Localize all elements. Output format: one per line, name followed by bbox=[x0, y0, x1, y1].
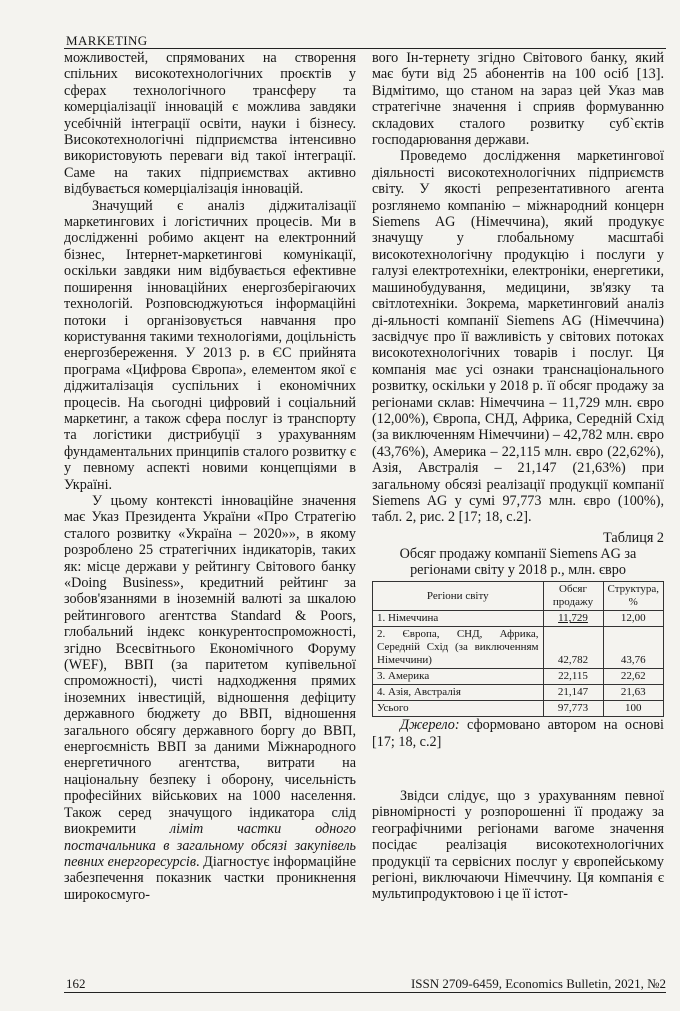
strategy-text-italic: ліміт частки одного постачальника в загальному обсязі закупівель певних енергоресурсів bbox=[64, 821, 356, 870]
cell-share: 21,63 bbox=[603, 685, 663, 701]
source-label: Джерело: bbox=[400, 717, 460, 734]
cell-share: 100 bbox=[603, 701, 663, 717]
header-volume: Обсяг продажу bbox=[543, 582, 603, 611]
paragraph-conclusion: Звідси слідує, що з урахуванням певної рівномірності у розпорошенні її продажу за географічними регіонами вагоме значення посідає реалізація високотехнологічних продукції та сервісних послуг у європейському регіоні, виключаючи Німеччину. Ця компанія є мультипродуктовою і це її істот- bbox=[372, 788, 664, 903]
cell-volume: 42,782 bbox=[543, 627, 603, 669]
strategy-text-end: . Діагностує інформаційне забезпечення показник частки проникнення широкосмуго- bbox=[64, 853, 356, 903]
table-source bbox=[372, 717, 664, 750]
cell-region: 3. Америка bbox=[373, 669, 544, 685]
table-row bbox=[373, 627, 664, 669]
header-share: Структура, % bbox=[603, 582, 663, 611]
paragraph-internet-penetration: вого Ін-тернету згідно Світового банку, який має бути від 25 абонентів на 100 осіб [13]. Відмітимо, що станом на зараз цей Указ мав стратегічне значення і сприяв формуванню складових сталого розвитку суб`єктів господарювання держави. bbox=[372, 50, 664, 149]
spacer bbox=[372, 750, 664, 788]
table-row bbox=[373, 669, 664, 685]
paragraph-innovation-integration: можливостей, спрямованих на створення спільних високотехнологічних проєктів у сферах технологічного трансферу та комерціалізації інновацій є можлива завдяки усебічній інтеграції освіти, науки і бізнесу. Високотехнологічні підприємства інтенсивно використовують переваги від такої інтеграції. Саме на таких підприємствах активно відбувається комерціалізація інновацій. bbox=[64, 50, 356, 198]
table-title: Обсяг продажу компанії Siemens AG за регіонами світу у 2018 р., млн. євро bbox=[399, 546, 637, 579]
paragraph-sustainable-strategy bbox=[64, 493, 356, 903]
cell-region: 1. Німеччина bbox=[373, 611, 544, 627]
cell-share: 12,00 bbox=[603, 611, 663, 627]
cell-volume: 21,147 bbox=[543, 685, 603, 701]
table-row bbox=[373, 685, 664, 701]
table-row-total bbox=[373, 701, 664, 717]
header-region: Регіони світу bbox=[373, 582, 544, 611]
cell-volume: 97,773 bbox=[543, 701, 603, 717]
header-rule bbox=[64, 48, 666, 49]
table-header-row bbox=[373, 582, 664, 611]
strategy-text-start: У цьому контексті інноваційне значення має Указ Президента України «Про Стратегію сталого розвитку «Україна – 2020»», в якому розроблено 25 стратегічних індикаторів, таких як: місце держави у рейтингу Світового банку «Doing Business», кредитний рейтинг за зобов'язаннями в іноземній валюті за шкалою рейтингового агентства Standard & Poors, глобальний індекс конкурентоспроможності, згідно Всесвітнього Економічного Форуму (WEF), ВВП (за паритетом купівельної спроможності), чисті надходження прямих іноземних інвестицій, відношення дефіциту державного бюджету до ВВП, відношення загального обсягу державного боргу до ВВП, енергоємність ВВП за даними Міжнародного енергетичного агентства, витрати на національну безпеку і оборону, чисельність професійних військових на 1000 населення. Також серед значущого індикатора слід виокремити bbox=[64, 492, 356, 838]
cell-volume: 11,729 bbox=[543, 611, 603, 627]
footer-rule bbox=[64, 992, 666, 993]
left-column bbox=[64, 50, 356, 903]
paragraph-siemens-analysis: Проведемо дослідження маркетингової діяльності високотехнологічних підприємств світу. У якості репрезентативного агента розглянемо компанію – міжнародний концерн Siemens AG (Німеччина), який продукує значущу у глобальному масштабі високотехнологічну продукцію і послуги у галузі електротехніки, електроніки, енергетики, машинобудування, медицини, зв'язку та світлотехніки. Зокрема, маркетинговий аналіз ді-яльності компанії Siemens AG (Німеччина) засвідчує про її важливість у світових потоках високотехнологічних товарів і послуг. Ця компанія має усі ознаки транснаціонального розвитку, оскільки у 2018 р. її обсяг продажу за регіонами склав: Німеччина – 11,729 млн. євро (12,00%), Європа, СНД, Африка, Середній Схід (за виключенням Німеччини) – 42,782 млн. євро (43,76%), Америка – 22,115 млн. євро (22,62%), Азія, Австралія – 21,147 (21,63%) при загальному обсязі реалізації продукції компанії Siemens AG у сумі 97,773 млн. євро (100%), табл. 2, рис. 2 [17; 18, с.2]. bbox=[372, 148, 664, 526]
journal-info: ISSN 2709-6459, Economics Bulletin, 2021, №2 bbox=[410, 976, 666, 991]
table-number: Таблиця 2 bbox=[603, 529, 664, 546]
cell-region: 2. Європа, СНД, Африка, Середній Схід (за виключенням Німеччини) bbox=[373, 627, 544, 669]
sales-table bbox=[372, 581, 664, 717]
page-number: 162 bbox=[66, 976, 86, 991]
running-header: MARKETING bbox=[66, 33, 148, 48]
cell-region: Усього bbox=[373, 701, 544, 717]
cell-share: 43,76 bbox=[603, 627, 663, 669]
cell-volume: 22,115 bbox=[543, 669, 603, 685]
cell-share: 22,62 bbox=[603, 669, 663, 685]
source-text: сформовано автором на основі [17; 18, с.2] bbox=[372, 717, 664, 750]
table-row bbox=[373, 611, 664, 627]
right-column bbox=[372, 50, 664, 903]
paragraph-digitalization: Значущий є аналіз діджиталізації маркетингових і логістичних процесів. Ми в дослідженні робимо акцент на електронний бізнес, Інтернет-маркетингові комунікації, оскільки завдяки ним відбувається ефективне поширення інноваційних енергозберігаючих технологій. Розповсюджуються інформаційні потоки і організовується навчання про користування такими технологіями, доцільність енергозбереження. У 2013 р. в ЄС прийнята програма «Цифрова Європа», елементом якої є діджиталізація суспільних і економічних процесів. На сьогодні цифровий і соціальний маркетинг, а також сфера послуг із транспорту та логістики дистрибуції з урахуванням фундаментальних принципів сталого розвитку є у певному аспекті новими концепціями в Україні. bbox=[64, 197, 356, 493]
cell-region: 4. Азія, Австралія bbox=[373, 685, 544, 701]
